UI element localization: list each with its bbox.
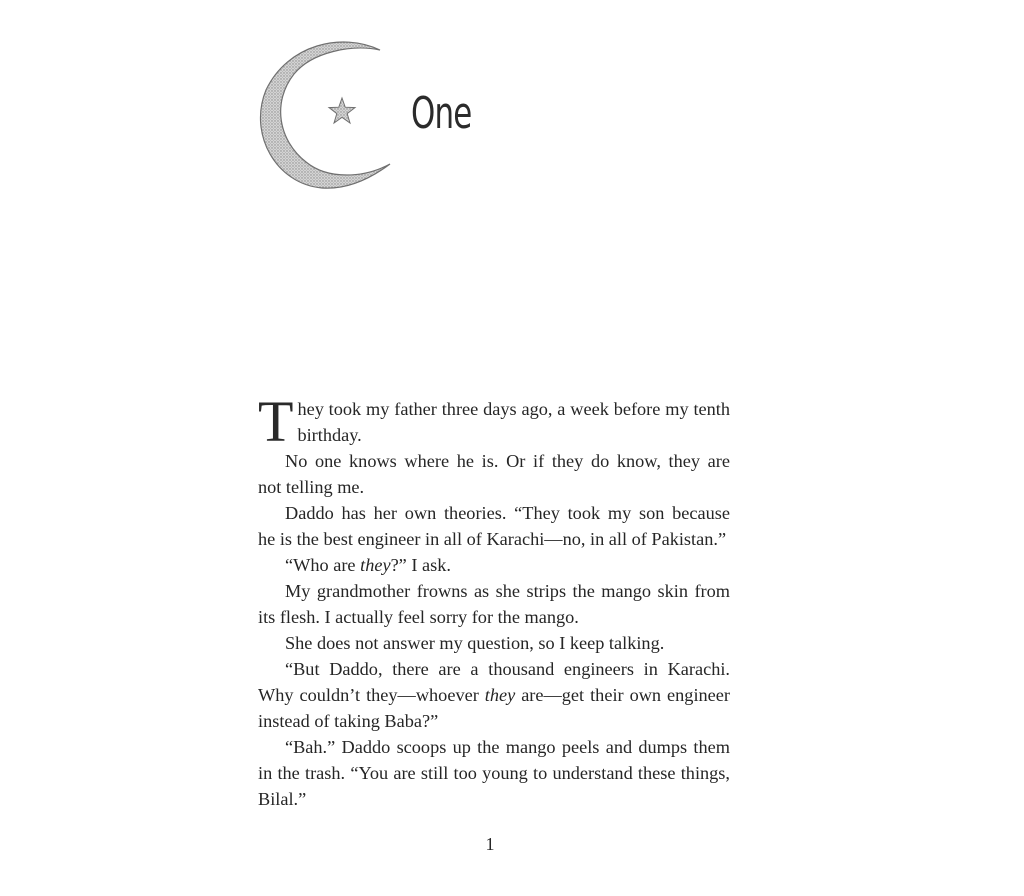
emphasis-text: they (360, 555, 391, 575)
chapter-body (258, 389, 730, 812)
paragraph-1 (258, 389, 730, 454)
paragraph-5 (258, 578, 730, 630)
star-shape (329, 98, 355, 123)
drop-cap: T (258, 389, 294, 454)
text-fragment: Why couldn’t they—whoever (258, 685, 485, 705)
text-line: No one knows where he is. Or if they do know, they are (285, 451, 730, 471)
text-line: She does not answer my question, so I keep talking. (285, 633, 665, 653)
paragraph-6 (258, 630, 730, 656)
paragraph-7 (258, 656, 730, 734)
text-line: Bilal.” (258, 789, 307, 809)
text-line: not telling me. (258, 477, 365, 497)
text-line: he is the best engineer in all of Karachi—no, in all of Pakistan.” (258, 529, 727, 549)
text-fragment: are—get their own engineer (515, 685, 730, 705)
crescent-moon-and-star-icon (256, 36, 396, 192)
paragraph-3 (258, 500, 730, 552)
text-line: My grandmother frowns as she strips the mango skin from (285, 581, 730, 601)
text-line: in the trash. “You are still too young to understand these things, (258, 763, 730, 783)
text-line: Daddo has her own theories. “They took my son because (285, 503, 730, 523)
text-line (258, 682, 730, 708)
chapter-title: One (411, 88, 472, 139)
text-line: its flesh. I actually feel sorry for the mango. (258, 607, 579, 627)
paragraph-2 (258, 448, 730, 500)
text-fragment: “Who are (285, 555, 361, 575)
page-number: 1 (485, 834, 495, 854)
text-line: birthday. (297, 425, 362, 445)
paragraph-8 (258, 734, 730, 812)
text-line (258, 552, 730, 578)
crescent-moon-shape (260, 42, 390, 188)
text-line: hey took my father three days ago, a week before my tenth (297, 399, 730, 419)
text-fragment: ?” I ask. (390, 555, 451, 575)
text-line: instead of taking Baba?” (258, 711, 439, 731)
text-line: “Bah.” Daddo scoops up the mango peels and dumps them (285, 737, 730, 757)
paragraph-4 (258, 552, 730, 578)
emphasis-text: they (484, 685, 516, 705)
text-line: “But Daddo, there are a thousand engineers in Karachi. (285, 659, 730, 679)
